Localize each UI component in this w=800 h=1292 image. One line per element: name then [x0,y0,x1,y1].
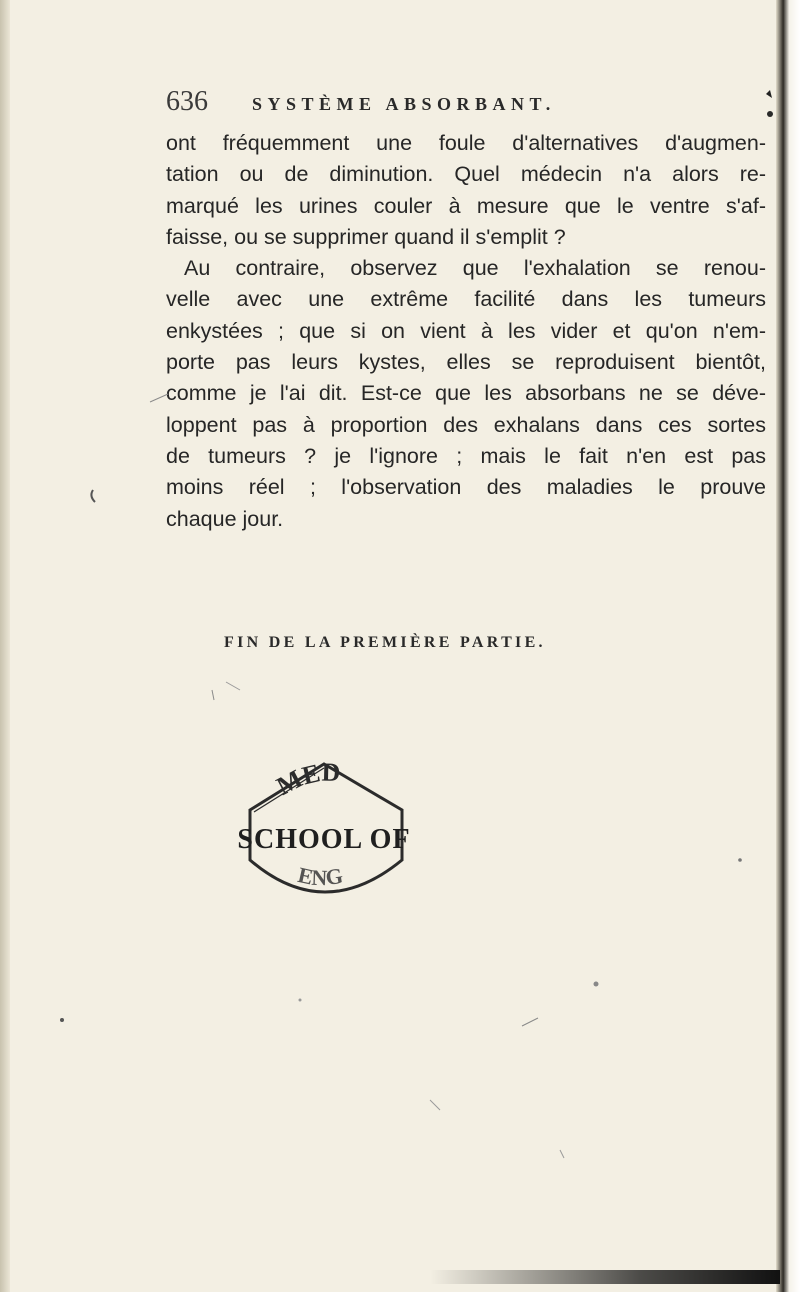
text-line: loppent pas à proportion des exhalans dans ces sortes [166,412,766,437]
body-paragraphs [166,128,766,535]
running-header [166,88,726,118]
stamp-bottom-text: ENG [295,861,345,891]
text-line: comme je l'ai dit. Est-ce que les absorbans ne se déve- [166,381,766,406]
page-number: 636 [166,86,208,117]
text-line: marqué les urines couler à mesure que le ventre s'af- [166,193,766,218]
library-stamp [224,756,424,916]
running-title: SYSTÈME ABSORBANT. [252,94,556,114]
text-line: de tumeurs ? je l'ignore ; mais le fait n'en est pas [166,443,766,468]
bottom-shadow [430,1270,780,1284]
text-line: moins réel ; l'observation des maladies le prouve [166,475,766,500]
text-line: ont fréquemment une foule d'alternatives d'augmen- [166,131,766,155]
text-line: velle avec une extrême facilité dans les tumeurs [166,287,766,312]
text-line: tation ou de diminution. Quel médecin n'a alors re- [166,162,766,187]
text-line: chaque jour. [166,506,284,531]
page-left-edge [0,0,10,1292]
text-line: porte pas leurs kystes, elles se reproduisent bientôt, [166,350,766,375]
page-right-edge [776,0,800,1292]
text-line: Au contraire, observez que l'exhalation se renou- [184,256,766,281]
stamp-middle-text: SCHOOL OF [237,824,411,855]
closing-heading: FIN DE LA PREMIÈRE PARTIE. [224,634,546,651]
text-line: enkystées ; que si on vient à les vider et qu'on n'em- [166,318,766,343]
stamp-top-text: MED [271,757,341,802]
text-line: faisse, ou se supprimer quand il s'emplit ? [166,224,566,249]
